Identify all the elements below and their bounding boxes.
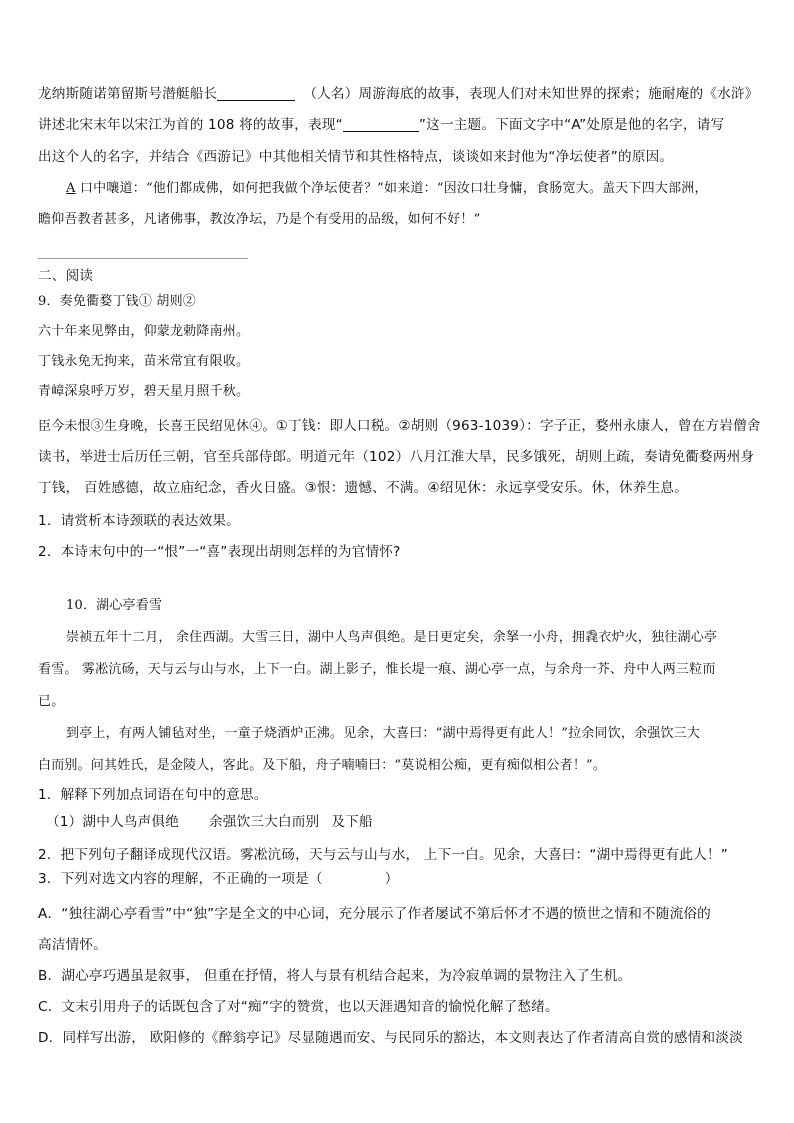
q8-text: ”这一主题。下面文字中“A”处原是他的名字，请写	[418, 117, 725, 133]
term-2: 余强饮三大白而别	[209, 814, 320, 830]
option-d: D．同样写出游， 欧阳修的《醉翁亭记》尽显随遇而安、与民同乐的豁达，本文则表达了作者清高自赏的感情和淡淡	[38, 1030, 743, 1046]
poem-line-1: 六十年来见弊由，仰蒙龙勅降南州。	[38, 324, 250, 339]
q9-title: 9．奏免衢婺丁钱① 胡则②	[38, 294, 197, 309]
q10-subquestion-1: 1．解释下列加点词语在句中的意思。	[38, 787, 268, 803]
term-3: 及下船	[331, 814, 373, 830]
quote-text: 口中嚷道：“他们都成佛，如何把我做个净坛使者？”如来道：“因汝口壮身慵，食肠宽大。盖天下四大部洲，	[79, 181, 708, 196]
divider	[38, 258, 248, 259]
q8-text: 讲述北宋末年以宋江为首的 108 将的故事，表现“	[38, 117, 343, 133]
q10-text-line-2: 看雪。 雾凇沆砀，天与云与山与水，上下一白。湖上影子，惟长堤一痕、湖心亭一点，与余舟一芥、舟中人两三粒而	[38, 662, 716, 677]
placeholder-letter: A	[66, 181, 76, 196]
q10-subquestion-1-items	[46, 812, 760, 832]
answer-blank	[217, 86, 295, 101]
q8-line-2	[38, 115, 760, 135]
q10-text-line-5: 白而别。问其姓氏，是金陵人，客此。及下船，舟子喃喃曰：“莫说相公痴，更有痴似相公者！”。	[38, 758, 607, 773]
section-heading: 二、阅读	[38, 268, 94, 284]
option-b: B．湖心亭巧遇虽是叙事， 但重在抒情，将人与景有机结合起来，为冷寂单调的景物注入了生机。	[38, 968, 632, 984]
q10-text-line-3: 已。	[38, 694, 65, 709]
option-a-line-1: A．“独往湖心亭看雪”中“独”字是全文的中心词，充分展示了作者屡试不第后怀才不遇的愤世之情和不随流俗的	[38, 906, 711, 922]
term-1: （1）湖中人鸟声俱绝	[46, 814, 179, 830]
q10-text-line-1: 崇祯五年十二月， 余住西湖。大雪三日，湖中人鸟声俱绝。是日更定矣，余拏一小舟，拥毳衣炉火，独往湖心亭	[66, 630, 718, 645]
poem-line-2: 丁钱永免无拘来，苗米常宜有限收。	[38, 354, 250, 369]
option-a-line-2: 高洁情怀。	[38, 937, 107, 953]
q8-quote-line-1	[66, 179, 760, 199]
option-c: C．文末引用舟子的话既包含了对“痴”字的赞赏，也以天涯遇知音的愉悦化解了愁绪。	[38, 999, 559, 1015]
question-text: ）	[384, 871, 399, 887]
q9-subquestion-1: 1．请赏析本诗颈联的表达效果。	[38, 513, 240, 529]
poem-line-3: 青嶂深泉呼万岁，碧天星月照千秋。	[38, 384, 250, 399]
q10-subquestion-2: 2．把下列句子翻译成现代汉语。雾凇沆砀，天与云与山与水， 上下一白。见余，大喜曰：“湖中焉得更有此人！”	[38, 847, 728, 863]
note-text: ①丁钱：即人口税。②胡则（963-1039）：字子正，婺州永康人，曾在方岩僧舍	[275, 418, 761, 434]
q8-text: 龙纳斯随诺第留斯号潜艇船长	[38, 86, 218, 102]
q10-text-line-4: 到亭上，有两人铺毡对坐，一童子烧酒炉正沸。见余，大喜曰：“湖中焉得更有此人！”拉余同饮，余强饮三大	[66, 726, 701, 741]
q9-subquestion-2: 2．本诗末句中的一“恨”一“喜”表现出胡则怎样的为官情怀?	[38, 544, 401, 560]
poem-line-4: 臣今未恨③生身晚，长喜王民绍见休④。	[38, 419, 276, 434]
q9-note-line-3: 丁钱， 百姓感德，故立庙纪念，香火日盛。③恨：遗憾、不满。④绍见休：永远享受安乐。休，休养生息。	[38, 480, 689, 496]
q8-text: （人名）周游海底的故事，表现人们对未知世界的探索；施耐庵的《水浒》	[303, 86, 759, 102]
q9-note-line-1	[38, 416, 760, 437]
q8-line-1	[38, 84, 760, 104]
q10-subquestion-3	[38, 869, 760, 889]
q8-quote-line-2: 瞻仰吾教者甚多，凡诸佛事，教汝净坛，乃是个有受用的品级，如何不好！”	[38, 212, 481, 227]
q8-line-3: 出这个人的名字，并结合《西游记》中其他相关情节和其性格特点，谈谈如来封他为“净坛使者”的原因。	[38, 149, 674, 165]
answer-blank	[343, 117, 419, 132]
q9-note-line-2: 读书，举进士后历任三朝，官至兵部侍郎。明道元年（102）八月江淮大旱，民多饿死，胡则上疏，奏请免衢婺两州身	[38, 449, 755, 465]
question-text: 3．下列对选文内容的理解，不正确的一项是（	[38, 871, 323, 887]
q10-title: 10．湖心亭看雪	[66, 598, 163, 613]
